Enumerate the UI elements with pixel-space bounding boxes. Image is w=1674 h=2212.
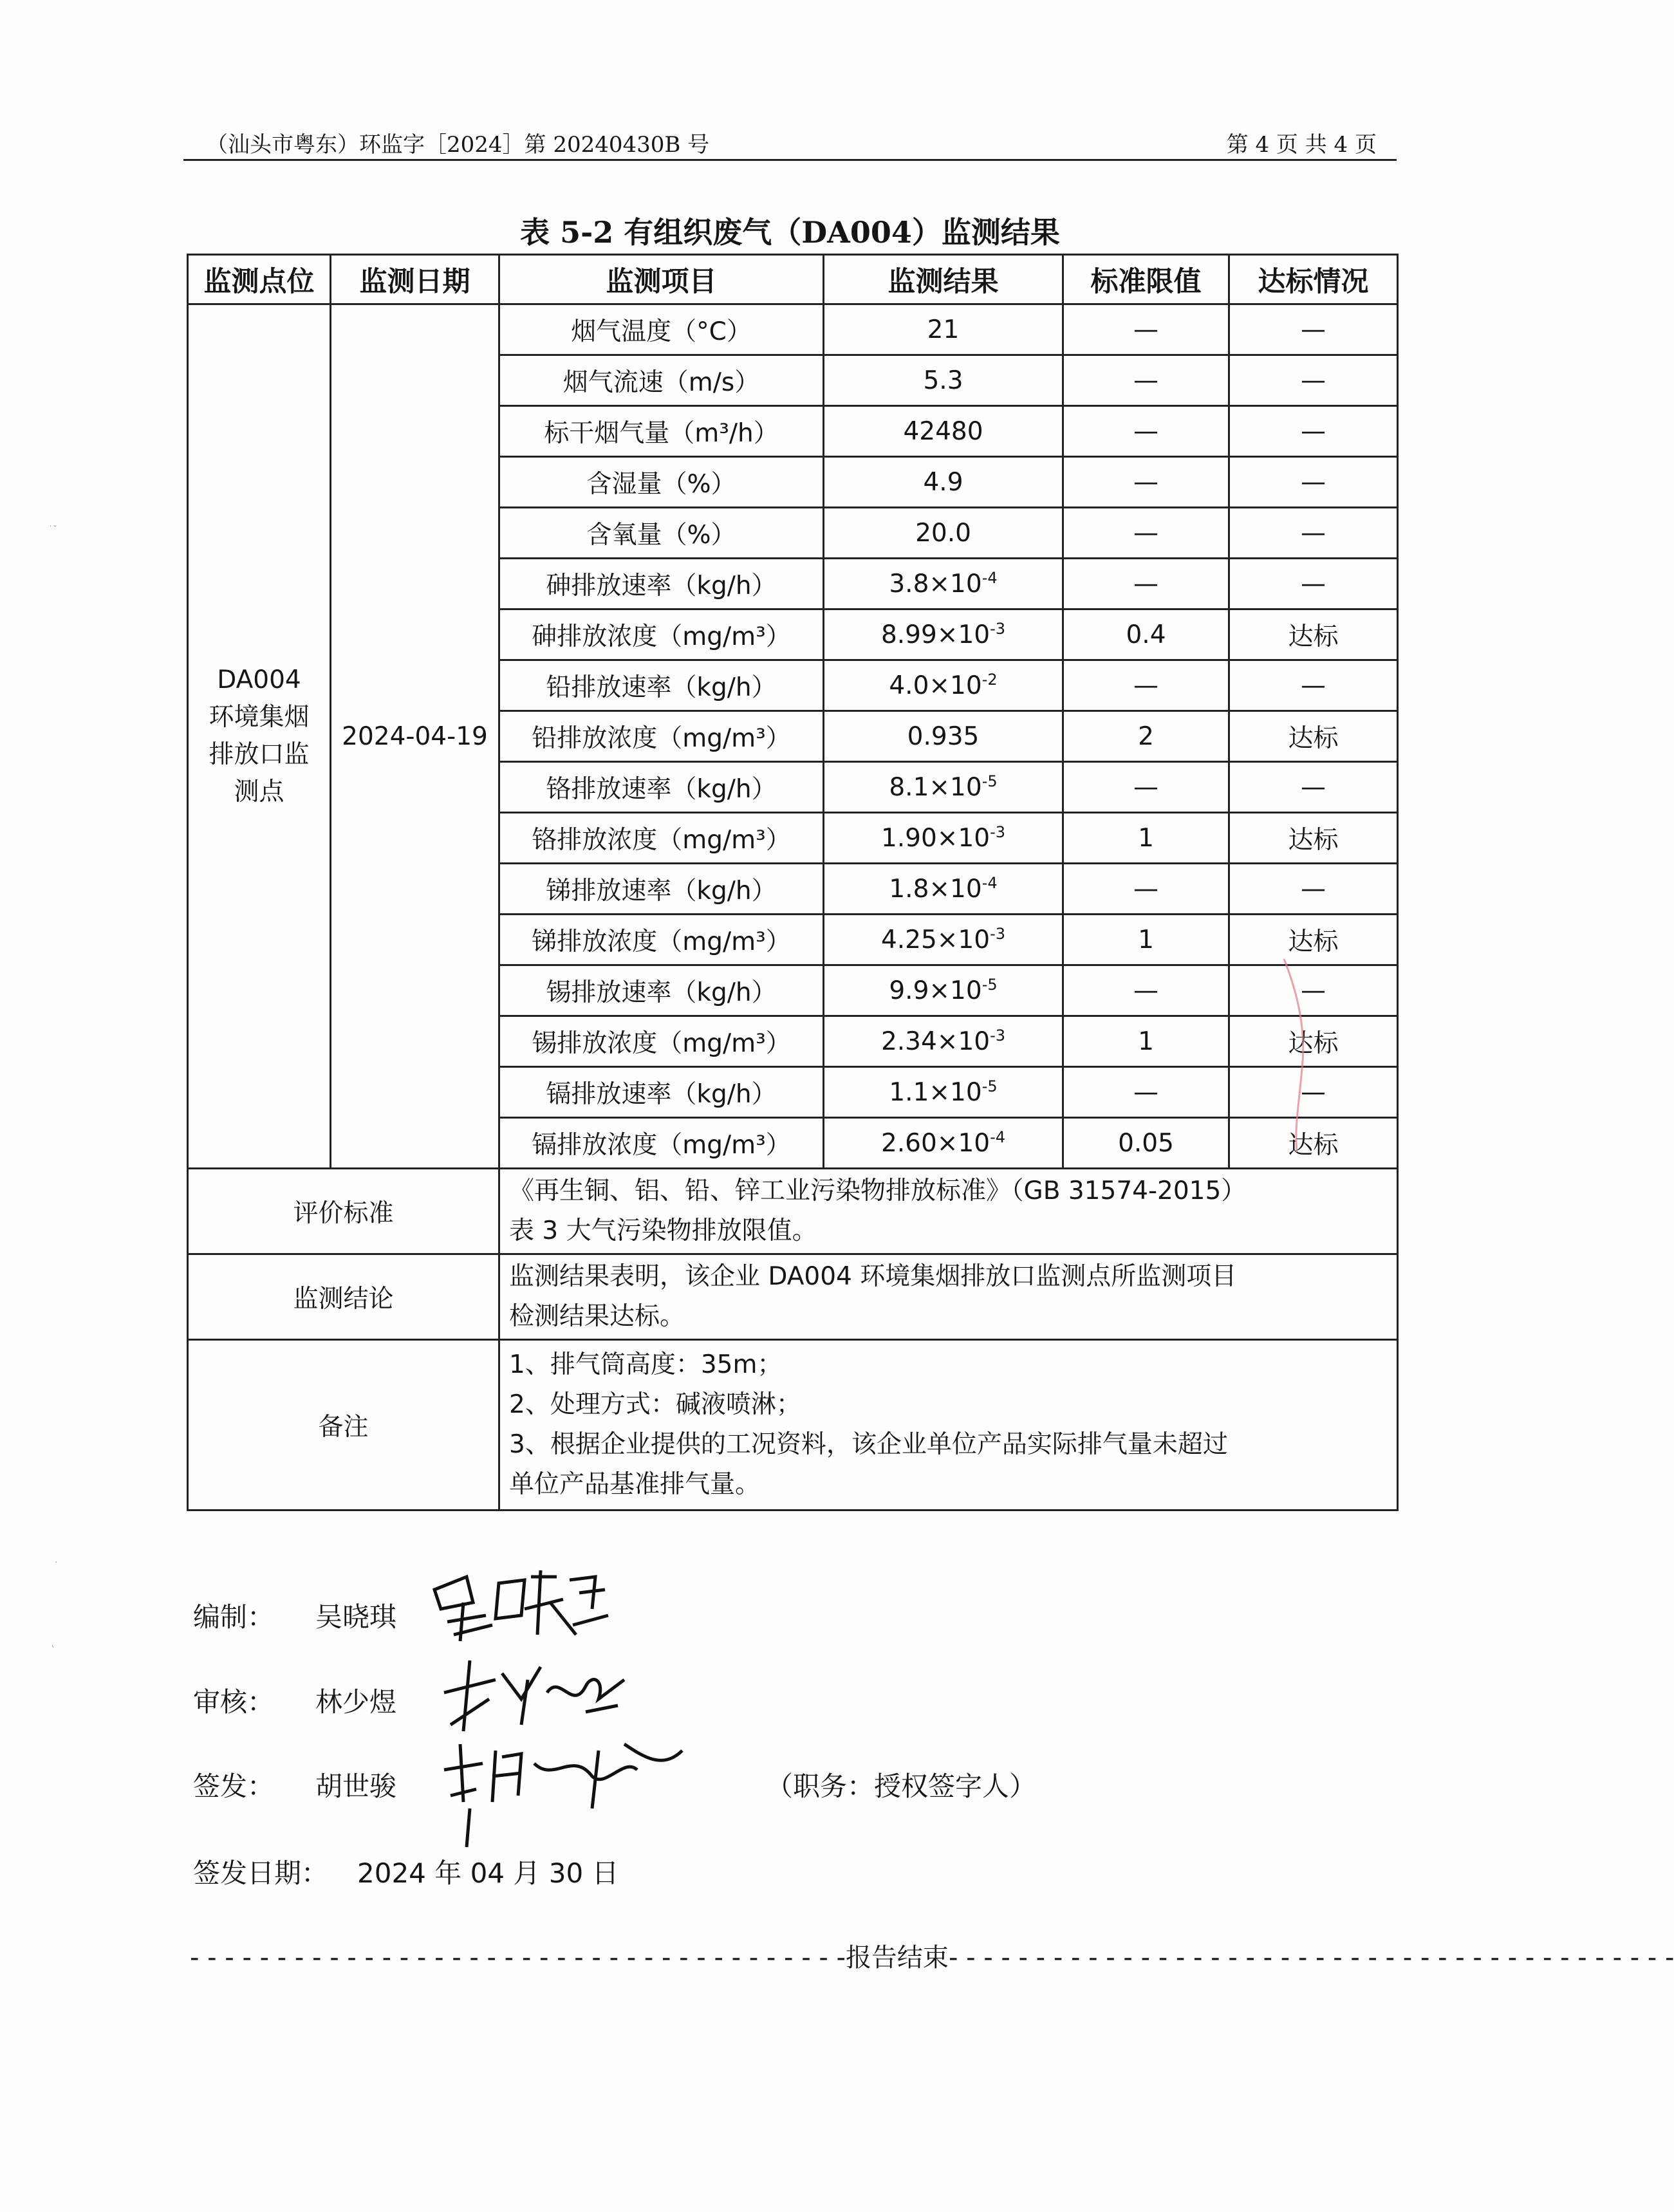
limit-cell: — [1063,660,1229,711]
item-cell: 锑排放浓度（mg/m³） [499,915,824,965]
result-cell: 4.9 [824,457,1063,508]
result-cell: $3.8\times 10^{-4}$ [824,559,1063,609]
remarks-line: 单位产品基准排气量。 [509,1470,761,1499]
results-table [187,254,1399,1511]
result-cell: 0.935 [824,711,1063,762]
status-cell: 达标 [1229,609,1398,660]
result-cell: $1.8\times 10^{-4}$ [824,864,1063,915]
header-rule [183,159,1397,161]
result-cell: $8.1\times 10^{-5}$ [824,762,1063,813]
table-title: 表 5-2 有组织废气（DA004）监测结果 [520,215,1060,250]
item-cell: 镉排放浓度（mg/m³） [499,1118,824,1169]
issued-signature [431,1731,689,1854]
status-cell: — [1229,864,1398,915]
col-header-item: 监测项目 [499,255,824,304]
limit-cell: — [1063,559,1229,609]
status-cell: — [1229,559,1398,609]
result-cell: $2.60\times 10^{-4}$ [824,1118,1063,1169]
scan-speck: · [55,1557,58,1568]
reviewed-signature [438,1654,631,1738]
location-line: 测点 [234,777,284,806]
item-cell: 烟气流速（m/s） [499,355,824,406]
status-cell: 达标 [1229,813,1398,864]
result-cell: $9.9\times 10^{-5}$ [824,965,1063,1016]
reviewed-label: 审核： [193,1686,275,1718]
item-cell: 铬排放浓度（mg/m³） [499,813,824,864]
limit-cell: — [1063,406,1229,457]
compiled-name: 吴晓琪 [315,1601,397,1633]
issue-date-label: 签发日期： [193,1857,329,1889]
location-line: 排放口监 [209,740,310,769]
col-header-date: 监测日期 [331,255,499,304]
conclusion-line: 检测结果达标。 [509,1302,685,1331]
location-line: 环境集烟 [209,703,310,732]
item-cell: 标干烟气量（m³/h） [499,406,824,457]
limit-cell: — [1063,762,1229,813]
remarks-line: 2、处理方式：碱液喷淋； [509,1390,801,1419]
item-cell: 锡排放速率（kg/h） [499,965,824,1016]
result-cell: 20.0 [824,508,1063,559]
status-cell: — [1229,762,1398,813]
limit-cell: 1 [1063,1016,1229,1067]
conclusion-row [188,1254,1398,1340]
limit-cell: 1 [1063,813,1229,864]
location-cell [188,304,331,1169]
col-header-result: 监测结果 [824,255,1063,304]
limit-cell: — [1063,965,1229,1016]
limit-cell: 1 [1063,915,1229,965]
limit-cell: — [1063,304,1229,355]
item-cell: 锑排放速率（kg/h） [499,864,824,915]
standard-line: 表 3 大气污染物排放限值。 [509,1216,817,1245]
reviewed-name: 林少煜 [315,1686,397,1718]
item-cell: 锡排放浓度（mg/m³） [499,1016,824,1067]
status-cell: 达标 [1229,1016,1398,1067]
item-cell: 含湿量（%） [499,457,824,508]
status-cell: — [1229,457,1398,508]
scan-speck: ‛ [51,1644,55,1655]
item-cell: 砷排放浓度（mg/m³） [499,609,824,660]
limit-cell: — [1063,1067,1229,1118]
item-cell: 砷排放速率（kg/h） [499,559,824,609]
limit-cell: — [1063,355,1229,406]
col-header-limit: 标准限值 [1063,255,1229,304]
page-info: 第 4 页 共 4 页 [1226,132,1377,158]
limit-cell: — [1063,508,1229,559]
conclusion-text [499,1254,1398,1340]
issued-role: （职务：授权签字人） [766,1771,1037,1802]
report-end-line [190,1937,1674,1974]
result-cell: $8.99\times 10^{-3}$ [824,609,1063,660]
item-cell: 铬排放速率（kg/h） [499,762,824,813]
table-header-row [188,255,1398,304]
standard-line: 《再生铜、铝、铅、锌工业污染物排放标准》（GB 31574-2015） [509,1176,1247,1205]
red-check-mark [1271,953,1323,1158]
status-cell: — [1229,406,1398,457]
status-cell: — [1229,660,1398,711]
conclusion-line: 监测结果表明，该企业 DA004 环境集烟排放口监测点所监测项目 [509,1262,1237,1291]
standard-text [499,1169,1398,1254]
limit-cell: — [1063,457,1229,508]
result-cell: $4.25\times 10^{-3}$ [824,915,1063,965]
compiled-signature [428,1564,615,1648]
limit-cell: 0.4 [1063,609,1229,660]
limit-cell: 0.05 [1063,1118,1229,1169]
conclusion-label: 监测结论 [188,1254,499,1340]
item-cell: 烟气温度（°C） [499,304,824,355]
table-row [188,304,1398,355]
scan-speck: ˙ˇ [48,525,57,535]
result-cell: $2.34\times 10^{-3}$ [824,1016,1063,1067]
result-cell: $1.90\times 10^{-3}$ [824,813,1063,864]
end-text: 报告结束 [845,1943,949,1973]
end-dashes-left: - - - - - - - - - - - - - - - - - - - - - - - - - - - - - - - - - - - - - - [190,1943,846,1973]
date-cell: 2024-04-19 [331,304,499,1169]
standard-label: 评价标准 [188,1169,499,1254]
result-cell: 21 [824,304,1063,355]
item-cell: 铅排放浓度（mg/m³） [499,711,824,762]
item-cell: 镉排放速率（kg/h） [499,1067,824,1118]
status-cell: — [1229,1067,1398,1118]
issue-date: 2024 年 04 月 30 日 [357,1857,619,1889]
col-header-status: 达标情况 [1229,255,1398,304]
remarks-text [499,1340,1398,1510]
item-cell: 铅排放速率（kg/h） [499,660,824,711]
status-cell: 达标 [1229,1118,1398,1169]
limit-cell: 2 [1063,711,1229,762]
limit-cell: — [1063,864,1229,915]
status-cell: — [1229,355,1398,406]
result-cell: 5.3 [824,355,1063,406]
status-cell: — [1229,508,1398,559]
issued-label: 签发： [193,1771,275,1802]
remarks-line: 3、根据企业提供的工况资料，该企业单位产品实际排气量未超过 [509,1430,1228,1459]
col-header-location: 监测点位 [188,255,331,304]
end-dashes-right: - - - - - - - - - - - - - - - - - - - - - - - - - - - - - - - - - - - - - - - - - - [948,1943,1674,1973]
result-cell: 42480 [824,406,1063,457]
status-cell: — [1229,965,1398,1016]
standard-row [188,1169,1398,1254]
compiled-label: 编制： [193,1601,275,1633]
issued-name: 胡世骏 [315,1771,397,1802]
remarks-label: 备注 [188,1340,499,1510]
location-line: DA004 [217,665,301,694]
status-cell: 达标 [1229,711,1398,762]
status-cell: — [1229,304,1398,355]
result-cell: $1.1\times 10^{-5}$ [824,1067,1063,1118]
remarks-row [188,1340,1398,1510]
remarks-line: 1、排气筒高度：35m； [509,1350,783,1379]
report-number: （汕头市粤东）环监字［2024］第 20240430B 号 [206,132,710,158]
status-cell: 达标 [1229,915,1398,965]
result-cell: $4.0\times 10^{-2}$ [824,660,1063,711]
item-cell: 含氧量（%） [499,508,824,559]
